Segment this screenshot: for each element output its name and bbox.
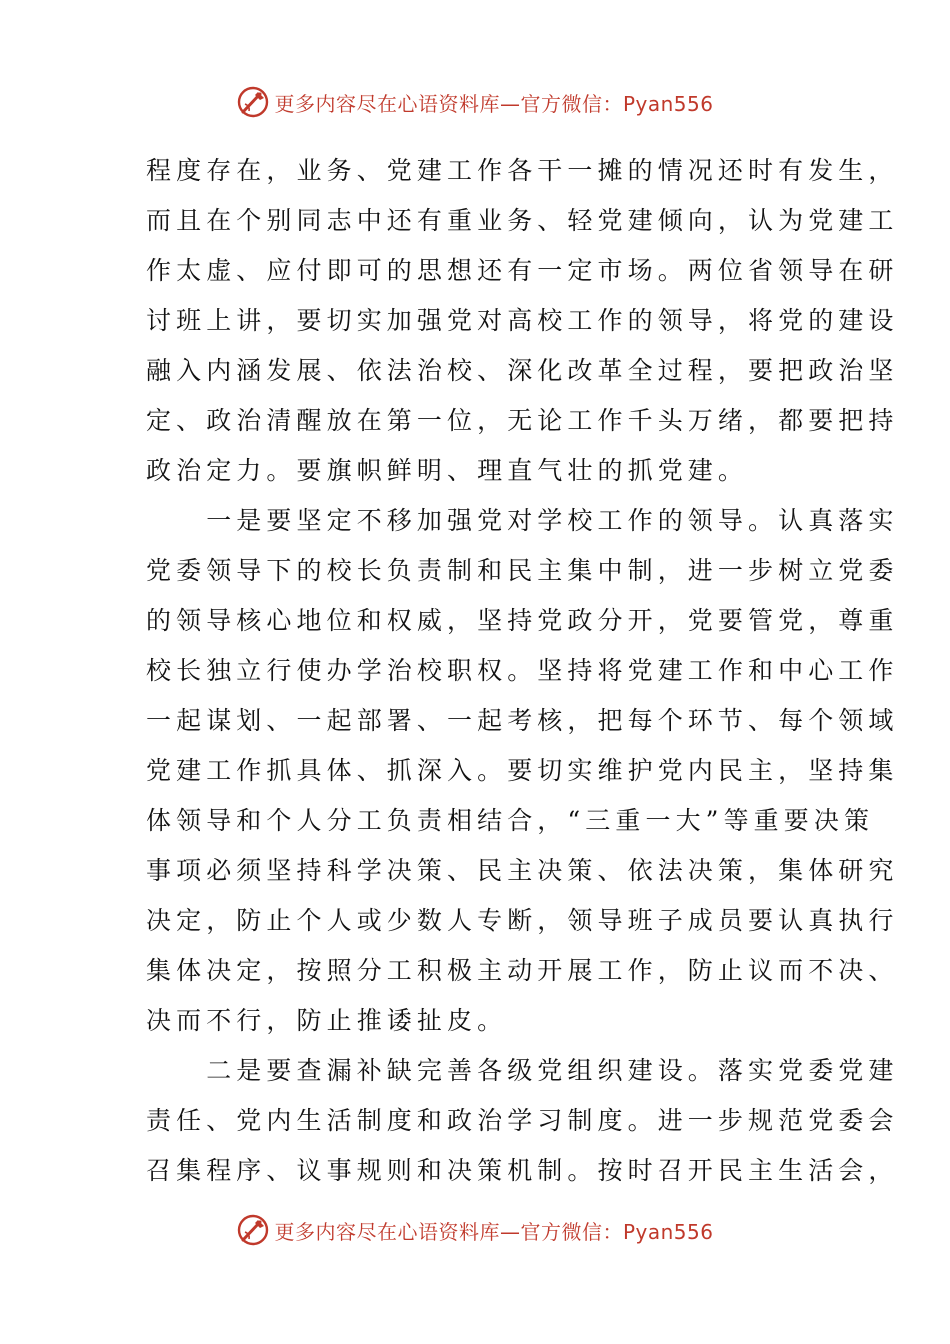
text-line: 党委领导下的校长负责制和民主集中制，进一步树立党委 bbox=[146, 556, 899, 585]
header-watermark-text: 更多内容尽在心语资料库—官方微信：Pyan556 bbox=[274, 91, 714, 116]
text-line: 决而不行，防止推诿扯皮。 bbox=[146, 1006, 508, 1035]
text-line: 召集程序、议事规则和决策机制。按时召开民主生活会， bbox=[146, 1156, 899, 1185]
text-line: 程度存在，业务、党建工作各干一摊的情况还时有发生， bbox=[146, 156, 899, 185]
paragraph-start-line: 一是要坚定不移加强党对学校工作的领导。认真落实 bbox=[146, 506, 899, 535]
paragraph-start-line: 二是要查漏补缺完善各级党组织建设。落实党委党建 bbox=[146, 1056, 899, 1085]
text-line: 的领导核心地位和权威，坚持党政分开，党要管党，尊重 bbox=[146, 606, 899, 635]
text-line: 作太虚、应付即可的思想还有一定市场。两位省领导在研 bbox=[146, 256, 899, 285]
footer-watermark-text: 更多内容尽在心语资料库—官方微信：Pyan556 bbox=[274, 1219, 714, 1244]
text-line: 政治定力。要旗帜鲜明、理直气壮的抓党建。 bbox=[146, 456, 749, 485]
text-line: 讨班上讲，要切实加强党对高校工作的领导，将党的建设 bbox=[146, 306, 899, 335]
text-line: 责任、党内生活制度和政治学习制度。进一步规范党委会 bbox=[146, 1106, 899, 1135]
document-body bbox=[146, 146, 899, 1196]
text-line: 事项必须坚持科学决策、民主决策、依法决策，集体研究 bbox=[146, 856, 899, 885]
pen-logo-icon bbox=[236, 1213, 270, 1247]
text-line: 校长独立行使办学治校职权。坚持将党建工作和中心工作 bbox=[146, 656, 899, 685]
footer-watermark bbox=[0, 1208, 950, 1252]
text-line: 党建工作抓具体、抓深入。要切实维护党内民主，坚持集 bbox=[146, 756, 899, 785]
text-line: 融入内涵发展、依法治校、深化改革全过程，要把政治坚 bbox=[146, 356, 899, 385]
text-line: 一起谋划、一起部署、一起考核，把每个环节、每个领域 bbox=[146, 706, 899, 735]
pen-logo-icon bbox=[236, 85, 270, 119]
text-line: 决定，防止个人或少数人专断，领导班子成员要认真执行 bbox=[146, 906, 899, 935]
text-line: 定、政治清醒放在第一位，无论工作千头万绪，都要把持 bbox=[146, 406, 899, 435]
text-line: 集体决定，按照分工积极主动开展工作，防止议而不决、 bbox=[146, 956, 899, 985]
text-line: 而且在个别同志中还有重业务、轻党建倾向，认为党建工 bbox=[146, 206, 899, 235]
text-line: 体领导和个人分工负责相结合，“三重一大”等重要决策 bbox=[146, 806, 875, 835]
header-watermark bbox=[0, 80, 950, 124]
